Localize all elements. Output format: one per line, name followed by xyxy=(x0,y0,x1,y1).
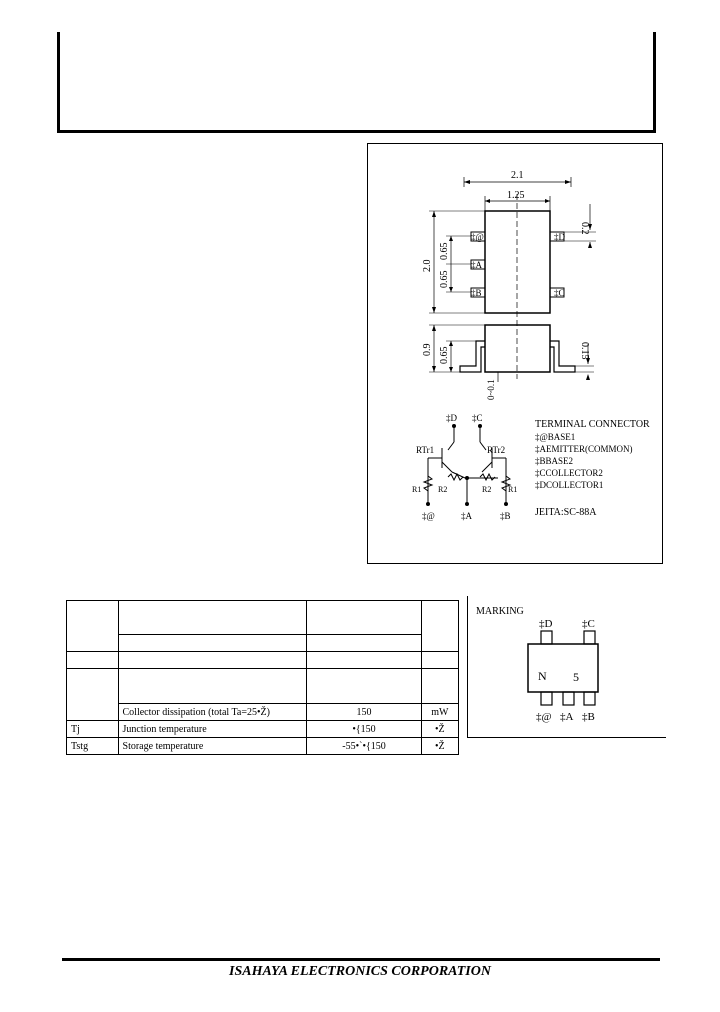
table-row xyxy=(67,652,459,669)
value-cell: -55•`•{150 xyxy=(307,738,421,755)
circuit-pin-bottom-mid: ‡A xyxy=(461,511,472,521)
footer-divider xyxy=(62,958,660,961)
dim-total-width: 2.1 xyxy=(511,170,524,181)
symbol-cell xyxy=(67,669,119,721)
param-cell: Collector dissipation (total Ta=25•Ž) xyxy=(118,704,307,721)
unit-cell: •Ž xyxy=(421,738,458,755)
equivalent-circuit xyxy=(424,426,510,504)
marking-title: MARKING xyxy=(476,606,524,617)
dim-lead-width: 0.2 xyxy=(579,222,590,235)
table-row xyxy=(67,721,459,738)
table-row xyxy=(67,601,459,635)
param-cell xyxy=(118,669,307,704)
dim-pitch-bottom: 0.65 xyxy=(439,270,450,288)
marking-lead-1 xyxy=(541,692,552,705)
pin-label-right-1: ‡D xyxy=(554,232,565,242)
pin-label-left-3: ‡B xyxy=(471,288,482,298)
marking-pin-2: ‡A xyxy=(560,711,574,723)
circuit-label-r1-left: R1 xyxy=(412,485,422,494)
ratings-table xyxy=(66,600,459,755)
dim-clearance: 0~0.1 xyxy=(486,379,496,400)
value-cell xyxy=(307,652,421,669)
outline-drawing xyxy=(368,144,664,565)
header-frame xyxy=(57,32,656,133)
param-cell: Storage temperature xyxy=(118,738,307,755)
marking-lead-d xyxy=(541,631,552,644)
param-cell xyxy=(118,601,307,635)
table-row xyxy=(67,738,459,755)
terminal-item-1: ‡@BASE1 xyxy=(535,432,576,442)
unit-cell xyxy=(421,601,458,652)
table-row xyxy=(67,704,459,721)
symbol-cell: Tstg xyxy=(67,738,119,755)
package-code: JEITA:SC-88A xyxy=(535,507,597,518)
company-name: ISAHAYA ELECTRONICS CORPORATION xyxy=(229,964,491,979)
dim-standoff: 0.65 xyxy=(439,346,450,364)
unit-cell xyxy=(421,669,458,704)
param-cell: Junction temperature xyxy=(118,721,307,738)
marking-pin-1: ‡@ xyxy=(536,711,552,723)
marking-code-n: N xyxy=(538,669,547,683)
marking-lead-c xyxy=(584,631,595,644)
value-cell: •{150 xyxy=(307,721,421,738)
circuit-label-r2-left: R2 xyxy=(438,485,448,494)
terminal-item-2: ‡AEMITTER(COMMON) xyxy=(535,444,633,454)
symbol-cell: Tj xyxy=(67,721,119,738)
side-lead-left xyxy=(460,341,485,372)
marking-drawing xyxy=(468,596,667,738)
terminal-item-3: ‡BBASE2 xyxy=(535,456,574,466)
terminal-item-5: ‡DCOLLECTOR1 xyxy=(535,480,604,490)
side-lead-right xyxy=(550,341,575,372)
dim-lead-thickness: 0.15 xyxy=(579,342,590,360)
dim-height: 2.0 xyxy=(422,259,433,272)
table-row xyxy=(67,635,459,652)
marking-panel xyxy=(467,596,666,738)
side-view-body xyxy=(485,325,550,372)
marking-lead-3 xyxy=(584,692,595,705)
table-row xyxy=(67,669,459,704)
value-cell xyxy=(307,601,421,635)
value-cell: 150 xyxy=(307,704,421,721)
terminal-item-4: ‡CCOLLECTOR2 xyxy=(535,468,603,478)
terminal-connector-title: TERMINAL CONNECTOR xyxy=(535,419,650,430)
circuit-label-rtr1: RTr1 xyxy=(416,445,435,455)
dim-pitch-top: 0.65 xyxy=(439,242,450,260)
marking-pin-c: ‡C xyxy=(582,618,595,630)
marking-body xyxy=(528,644,598,692)
circuit-pin-d: ‡D xyxy=(446,413,457,423)
circuit-pin-bottom-right: ‡B xyxy=(500,511,511,521)
pin-label-left-1: ‡@ xyxy=(471,232,484,242)
marking-code-5: 5 xyxy=(573,670,579,684)
circuit-pin-bottom-left: ‡@ xyxy=(422,511,435,521)
unit-cell: mW xyxy=(421,704,458,721)
circuit-label-r2-right: R2 xyxy=(482,485,492,494)
pin-label-left-2: ‡A xyxy=(471,260,482,270)
marking-pin-3: ‡B xyxy=(582,711,595,723)
marking-pin-d: ‡D xyxy=(539,618,553,630)
symbol-cell xyxy=(67,601,119,652)
dim-thickness: 0.9 xyxy=(422,343,433,356)
unit-cell: •Ž xyxy=(421,721,458,738)
top-view-body xyxy=(485,211,550,313)
dim-body-width: 1.25 xyxy=(507,190,525,201)
unit-cell xyxy=(421,652,458,669)
circuit-label-rtr2: RTr2 xyxy=(487,445,506,455)
value-cell xyxy=(307,635,421,652)
circuit-pin-c: ‡C xyxy=(472,413,483,423)
symbol-cell xyxy=(67,652,119,669)
param-cell xyxy=(118,652,307,669)
outline-drawing-panel xyxy=(367,143,663,564)
pin-label-right-2: ‡C xyxy=(554,288,565,298)
param-cell xyxy=(118,635,307,652)
marking-lead-2 xyxy=(563,692,574,705)
circuit-label-r1-right: R1 xyxy=(508,485,518,494)
value-cell xyxy=(307,669,421,704)
